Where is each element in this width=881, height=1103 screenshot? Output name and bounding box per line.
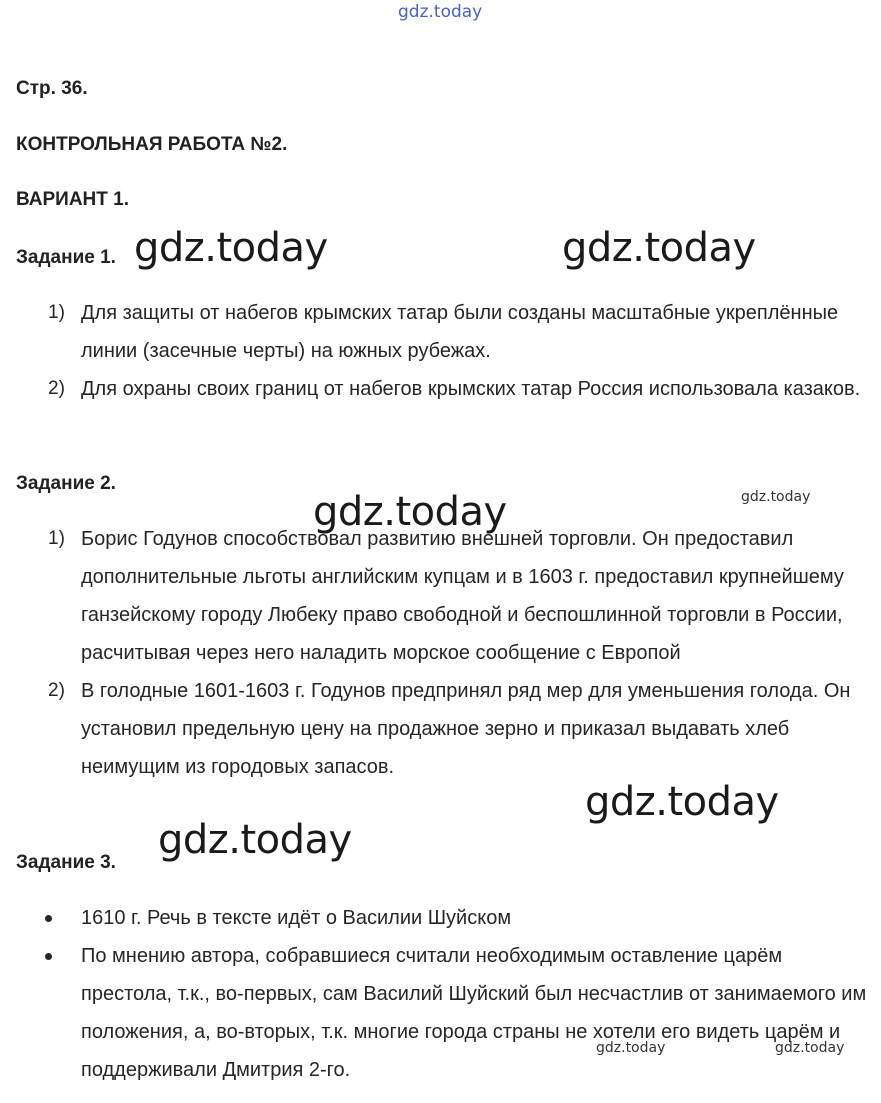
list-marker: 1) xyxy=(48,528,65,549)
watermark-bottom-b: gdz.today xyxy=(775,1040,845,1056)
list-marker: 2) xyxy=(48,680,65,701)
watermark-bottom-a: gdz.today xyxy=(596,1040,666,1056)
task-2-list xyxy=(0,520,881,786)
list-item-text: Для защиты от набегов крымских татар были созданы масштабные укреплённые линии (засечные черты) на южных рубежах. xyxy=(81,302,839,362)
list-item xyxy=(0,672,881,786)
task-1-list xyxy=(0,294,881,408)
list-item xyxy=(0,899,881,937)
task-3-heading: Задание 3. xyxy=(16,852,116,873)
task-2-heading: Задание 2. xyxy=(16,473,116,494)
task-3-list xyxy=(0,899,881,1089)
watermark-task3: gdz.today xyxy=(158,817,352,863)
watermark-mid-right: gdz.today xyxy=(585,779,779,825)
page-reference: Стр. 36. xyxy=(16,78,88,99)
watermark-task2-small: gdz.today xyxy=(741,489,811,505)
list-marker: 2) xyxy=(48,378,65,399)
list-item-text: По мнению автора, собравшиеся считали необходимым оставление царём престола, т.к., во-первых, сам Василий Шуйский был несчастлив от занимаемого им положения, а, во-вторых, т.к. многие города страны не хотели его видеть царём и поддерживали Дмитрия 2-го. xyxy=(81,945,867,1081)
watermark-task1-b: gdz.today xyxy=(562,225,756,271)
list-item-text: Борис Годунов способствовал развитию внешней торговли. Он предоставил дополнительные льготы английским купцам и в 1603 г. предоставил крупнейшему ганзейскому городу Любеку право свободной и беспошлинной торговли в России, расчитывая через него наладить морское сообщение с Европой xyxy=(81,528,844,664)
document-title: КОНТРОЛЬНАЯ РАБОТА №2. xyxy=(16,134,288,155)
list-item-text: Для охраны своих границ от набегов крымских татар Россия использовала казаков. xyxy=(81,378,861,400)
list-item xyxy=(0,520,881,672)
variant-heading: ВАРИАНТ 1. xyxy=(16,189,129,210)
task-1-heading: Задание 1. xyxy=(16,247,116,268)
list-item-text: В голодные 1601-1603 г. Годунов предпринял ряд мер для уменьшения голода. Он установил предельную цену на продажное зерно и приказал выдавать хлеб неимущим из городовых запасов. xyxy=(81,680,851,778)
bullet-icon xyxy=(45,915,52,922)
watermark-task2-big: gdz.today xyxy=(313,489,507,535)
list-item xyxy=(0,294,881,370)
watermark-top: gdz.today xyxy=(398,2,483,22)
watermark-task1-a: gdz.today xyxy=(134,225,328,271)
list-item-text: 1610 г. Речь в тексте идёт о Василии Шуйском xyxy=(81,907,512,929)
bullet-icon xyxy=(45,953,52,960)
list-marker: 1) xyxy=(48,302,65,323)
list-item xyxy=(0,370,881,408)
list-item xyxy=(0,937,881,1089)
